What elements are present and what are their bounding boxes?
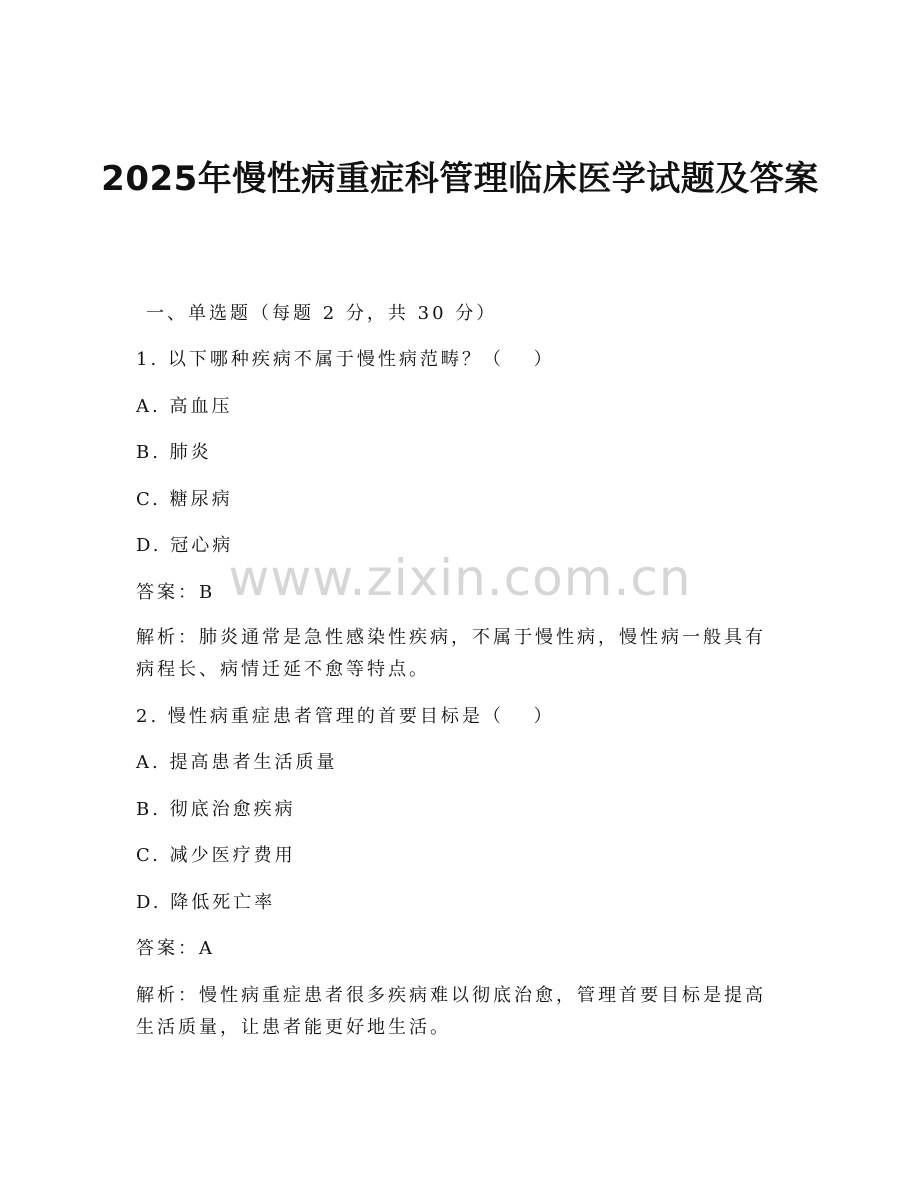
question-2-option-b: B. 彻底治愈疾病 (136, 799, 296, 820)
question-1-option-d: D. 冠心病 (136, 535, 234, 556)
question-2-option-a: A. 提高患者生活质量 (136, 752, 338, 773)
question-1-analysis: 解析：肺炎通常是急性感染性疾病，不属于慢性病，慢性病一般具有病程长、病情迁延不愈等特点。 (136, 627, 766, 680)
question-2-analysis: 解析：慢性病重症患者很多疾病难以彻底治愈，管理首要目标是提高生活质量，让患者能更好地生活。 (136, 985, 766, 1038)
watermark-text: www.zixin.com.cn (228, 549, 692, 607)
question-1-option-c: C. 糖尿病 (136, 489, 233, 510)
question-2-option-c: C. 减少医疗费用 (136, 845, 296, 866)
section-heading: 一、单选题（每题 2 分，共 30 分） (146, 303, 498, 324)
question-2-option-d: D. 降低死亡率 (136, 892, 276, 913)
question-2-answer: 答案：A (136, 938, 215, 959)
question-1-option-a: A. 高血压 (136, 396, 233, 417)
question-1-answer: 答案：B (136, 582, 216, 603)
document-title: 2025年慢性病重症科管理临床医学试题及答案 (101, 159, 819, 199)
question-1-stem: 1. 以下哪种疾病不属于慢性病范畴？（ ） (136, 349, 555, 370)
question-2-stem: 2. 慢性病重症患者管理的首要目标是（ ） (136, 706, 555, 727)
question-1-option-b: B. 肺炎 (136, 442, 212, 463)
